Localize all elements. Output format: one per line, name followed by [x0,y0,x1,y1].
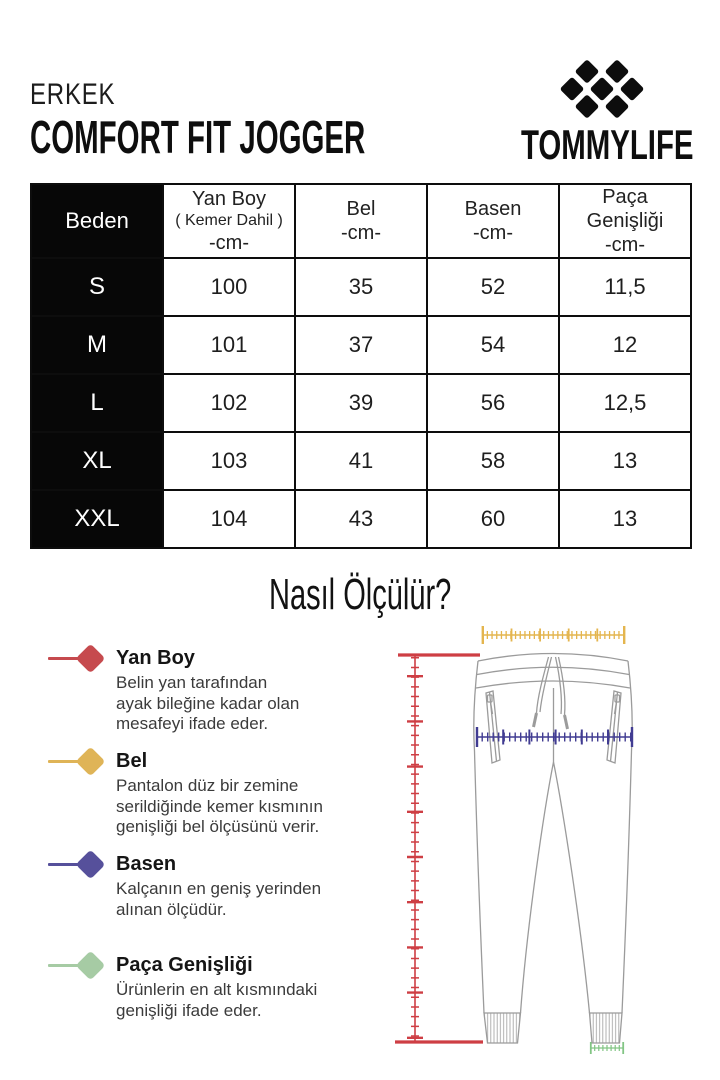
legend-description: Ürünlerin en alt kısmındaki genişliği ifade eder. [116,980,318,1020]
size-row-s [31,258,691,316]
basen-value: 58 [427,432,559,490]
column-header-paca-genisligi: Paça Genişliği -cm- [559,184,691,258]
column-header-bel: Bel -cm- [295,184,427,258]
page-title: COMFORT FIT JOGGER [30,111,366,163]
measure-section-title: Nasıl Ölçülür? [268,570,452,619]
basen-value: 52 [427,258,559,316]
yan-boy-diamond-icon [48,645,106,671]
yan-boy-ruler [395,655,483,1042]
jogger-pants-sketch [474,654,632,1044]
yan-boy-value: 102 [163,374,295,432]
paca-genisligi-ruler [590,1042,624,1054]
legend-item-bel [48,748,352,838]
basen-value: 56 [427,374,559,432]
size-label: L [31,374,163,432]
yan-boy-value: 104 [163,490,295,548]
measure-legend [48,645,368,1045]
table-header-row [31,184,691,258]
size-row-l [31,374,691,432]
legend-title: Yan Boy [116,647,195,669]
size-table [30,183,690,549]
bel-value: 41 [295,432,427,490]
bel-value: 37 [295,316,427,374]
bel-value: 43 [295,490,427,548]
size-row-xl [31,432,691,490]
size-label: XXL [31,490,163,548]
paca-value: 11,5 [559,258,691,316]
paca-value: 12,5 [559,374,691,432]
paca-genisligi-diamond-icon [48,952,106,978]
yan-boy-value: 101 [163,316,295,374]
legend-description: Belin yan tarafından ayak bileğine kadar olan mesafeyi ifade eder. [116,673,300,733]
size-row-xxl [31,490,691,548]
legend-title: Bel [116,750,148,772]
category-label: ERKEK [30,78,116,111]
legend-title: Basen [116,853,177,875]
size-label: XL [31,432,163,490]
legend-item-paca-genisligi [48,952,352,1021]
paca-value: 13 [559,432,691,490]
bel-ruler [482,626,625,644]
column-header-basen: Basen -cm- [427,184,559,258]
size-label: M [31,316,163,374]
brand-name: TOMMYLIFE [521,121,694,168]
brand-logo-diamond-cluster-icon [558,56,645,122]
legend-title: Paça Genişliği [116,954,253,976]
column-header-yan-boy: Yan Boy ( Kemer Dahil ) -cm- [163,184,295,258]
legend-description: Kalçanın en geniş yerinden alınan ölçüdür. [116,879,322,919]
yan-boy-value: 103 [163,432,295,490]
basen-value: 54 [427,316,559,374]
basen-value: 60 [427,490,559,548]
bel-value: 39 [295,374,427,432]
size-label: S [31,258,163,316]
bel-value: 35 [295,258,427,316]
basen-diamond-icon [48,851,106,877]
column-header-beden: Beden [31,184,163,258]
paca-value: 12 [559,316,691,374]
bel-diamond-icon [48,748,106,774]
legend-item-basen [48,851,352,920]
legend-description: Pantalon düz bir zemine serildiğinde kemer kısmının genişliği bel ölçüsünü verir. [116,776,323,836]
size-row-m [31,316,691,374]
legend-item-yan-boy [48,645,352,735]
paca-value: 13 [559,490,691,548]
yan-boy-value: 100 [163,258,295,316]
jogger-pants-measurement-diagram [390,615,720,1075]
